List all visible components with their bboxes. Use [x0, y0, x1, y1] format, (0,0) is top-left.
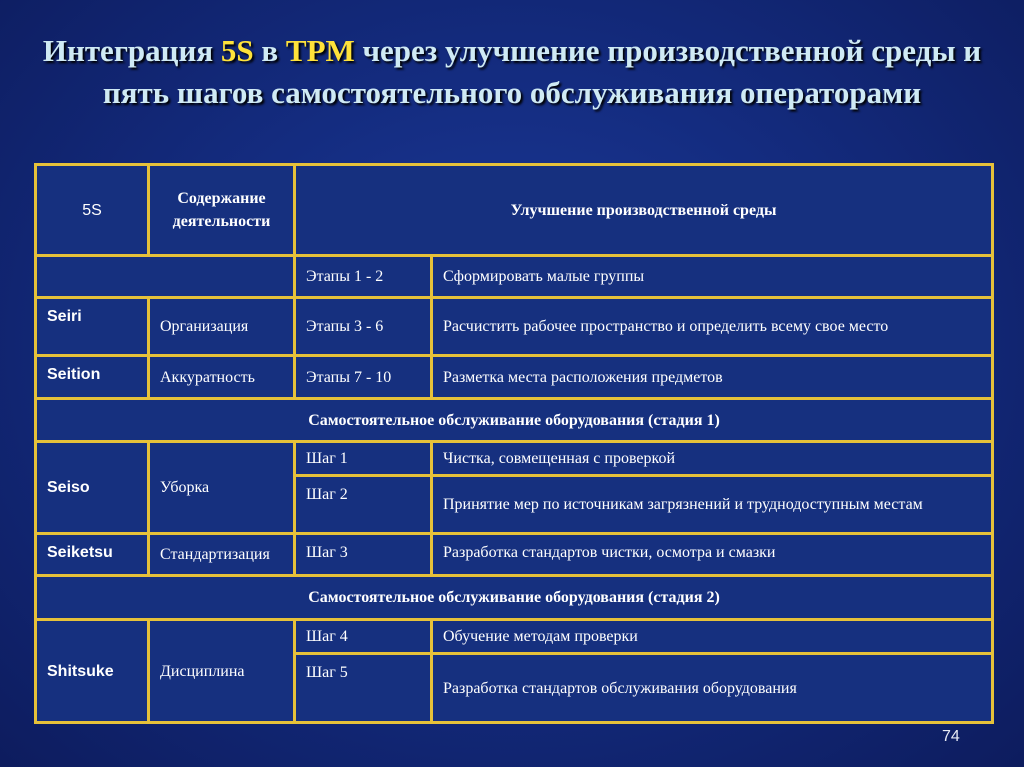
step-cell: Шаг 2: [295, 476, 432, 534]
step-cell: Этапы 7 - 10: [295, 356, 432, 399]
step-cell: Шаг 1: [295, 442, 432, 476]
step-cell: Шаг 5: [295, 654, 432, 723]
activity-cell: Стандартизация: [149, 534, 295, 576]
activity-cell: Организация: [149, 298, 295, 356]
activity-cell: Дисциплина: [149, 620, 295, 723]
header-5s: 5S: [36, 165, 149, 256]
header-improvement: Улучшение производственной среды: [295, 165, 993, 256]
desc-cell: Сформировать малые группы: [432, 256, 993, 298]
table-row: [36, 442, 993, 476]
stage-row: [36, 576, 993, 620]
desc-cell: Обучение методам проверки: [432, 620, 993, 654]
s-name-cell: Seiso: [36, 442, 149, 534]
step-cell: Шаг 3: [295, 534, 432, 576]
desc-cell: Разметка места расположения предметов: [432, 356, 993, 399]
table-row: [36, 356, 993, 399]
desc-cell: Разработка стандартов чистки, осмотра и смазки: [432, 534, 993, 576]
title-highlight-tpm: TPM: [285, 33, 355, 68]
integration-table: [34, 163, 994, 724]
desc-cell: Расчистить рабочее пространство и определить всему свое место: [432, 298, 993, 356]
step-cell: Этапы 1 - 2: [295, 256, 432, 298]
table-row: [36, 298, 993, 356]
s-name-cell: Seition: [36, 356, 149, 399]
table-row: [36, 534, 993, 576]
stage-1-heading: Самостоятельное обслуживание оборудования (стадия 1): [36, 399, 993, 442]
s-name-cell: Seiketsu: [36, 534, 149, 576]
step-cell: Шаг 4: [295, 620, 432, 654]
desc-cell: Разработка стандартов обслуживания оборудования: [432, 654, 993, 723]
page-number: 74: [942, 728, 960, 745]
s-name-cell: Seiri: [36, 298, 149, 356]
activity-cell: Уборка: [149, 442, 295, 534]
s-name-cell: Shitsuke: [36, 620, 149, 723]
table-header-row: [36, 165, 993, 256]
desc-cell: Принятие мер по источникам загрязнений и труднодоступным местам: [432, 476, 993, 534]
header-activity: Содержание деятельности: [149, 165, 295, 256]
empty-cell: [36, 256, 295, 298]
stage-row: [36, 399, 993, 442]
stage-2-heading: Самостоятельное обслуживание оборудования (стадия 2): [36, 576, 993, 620]
table-row: [36, 620, 993, 654]
slide-title: Интеграция 5S в TPM через улучшение производственной среды и пять шагов самостоятельного обслуживания операторами: [42, 33, 982, 110]
title-highlight-5s: 5S: [220, 33, 254, 68]
activity-cell: Аккуратность: [149, 356, 295, 399]
desc-cell: Чистка, совмещенная с проверкой: [432, 442, 993, 476]
table-row: [36, 256, 993, 298]
step-cell: Этапы 3 - 6: [295, 298, 432, 356]
